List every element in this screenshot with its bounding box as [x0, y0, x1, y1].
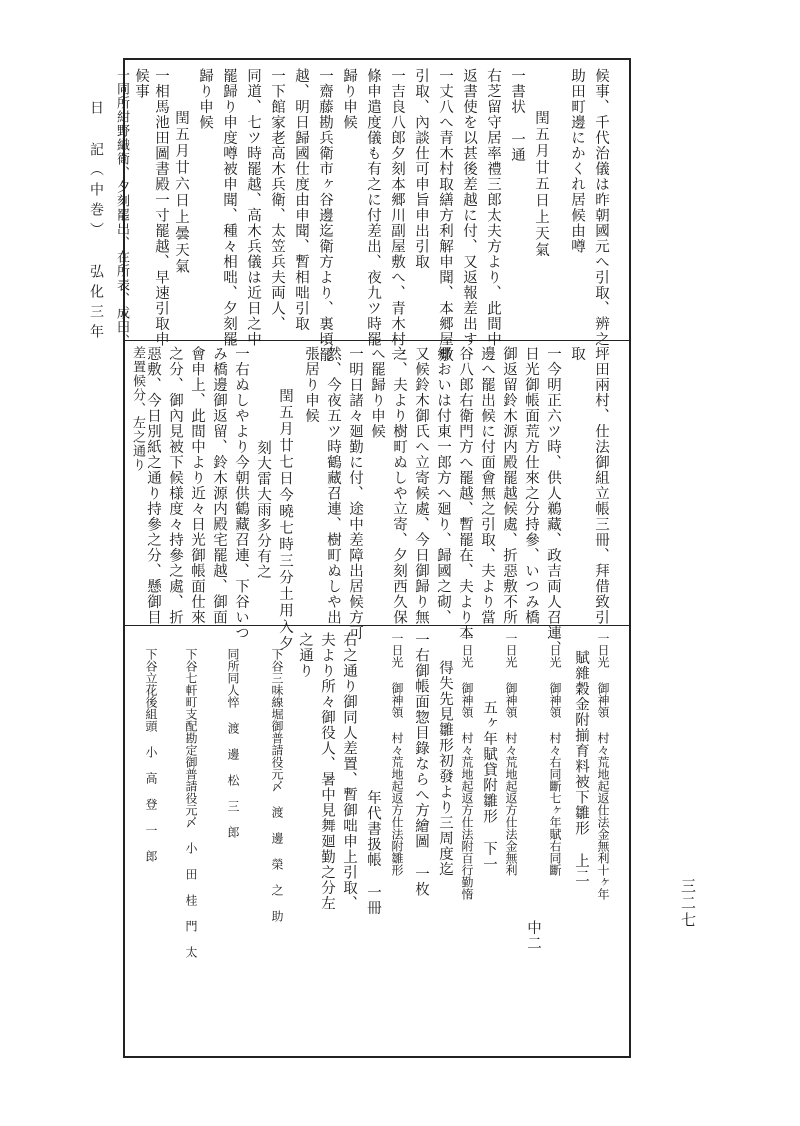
text-column: 日光御帳面荒方仕來之分持參、いつみ橋 — [523, 346, 539, 625]
text-column: 返書使を以甚後差越に付、又返報差出す — [461, 68, 477, 347]
text-column: 郷おいは付東一郎方へ廻り、歸國之砌、 — [435, 346, 451, 625]
text-column: 右芝留守居率禮三郎太夫方より、此間中 — [485, 68, 501, 347]
text-column: 惡敷、今日別紙之通り持參之分、懸御目 — [145, 346, 161, 625]
text-column: 會申上、此間中より近々日光御帳面仕來 — [189, 346, 205, 625]
text-column: 之分、御內見被下候様度々持參之處、折 — [167, 346, 183, 625]
text-column: 年代書扱帳 一冊 — [365, 790, 381, 916]
text-column: 引取、內談仕可申旨申出引取 — [413, 68, 429, 270]
text-column: 一相馬池田圖書殿一寸罷越、早速引取申 — [153, 68, 169, 347]
text-column: 一齋藤勘兵衛市ヶ谷邊迄衛方より、裏頃罷 — [317, 68, 333, 363]
text-column: 同道、七ツ時罷越、高木兵儀は近日之中 — [245, 68, 261, 347]
running-head: 日 記（中巻） 弘化三年 — [88, 100, 104, 344]
text-column: 差置候分、左之通り — [130, 346, 145, 472]
text-column: 之、夫より樹町ぬしや立寄、夕刻西久保 — [391, 346, 407, 625]
date-heading: 閏五月廿六日上曇天氣 — [173, 110, 189, 275]
text-column: 一明日諸々廻勤に付、途中差障出居候方可 — [347, 346, 363, 641]
text-column: 一日光 御神領 村々荒地起返方仕法金無利 — [504, 632, 518, 876]
text-column: 下谷七軒町支配勘定御普請役元〆 小 田 桂 門 太 — [184, 648, 198, 958]
text-column: 邊へ罷出候に付面會無之引取、夫より當 — [479, 346, 495, 625]
text-column: 一日光 御神領 村々右同斷七ヶ年賦右同斷 — [548, 632, 562, 876]
text-column: 候事、千代治儀は昨朝國元へ引取、辨之 — [593, 68, 609, 347]
text-column: 罷歸り申度噂被申聞、種々相咄、夕刻罷 — [221, 68, 237, 347]
text-column: 一書状 一通 — [509, 68, 525, 163]
text-column: 一日光 御神領 村々荒地起返方仕法附雛形 — [390, 632, 404, 876]
text-column: 一右御帳面惣目錄ならへ方繪圖 一枚 — [413, 632, 429, 897]
text-column: 一今明正六ツ時、供人鵜藏、政吉両人召連、 — [545, 346, 561, 656]
text-column: 右之通り御同人差置、暫御咄申上引取、 — [341, 632, 357, 911]
text-column: 一下館家老高木兵衛、太笠兵夫両人、 — [269, 68, 285, 332]
text-column: 下谷立花後組頭 小 高 登 一 郎 — [144, 648, 158, 862]
date-heading: 閏五月廿七日今曉七時三分土用入夕 — [277, 388, 293, 652]
text-column: 取 — [569, 346, 585, 362]
text-column: 條申遣度儀も有之に付差出、夜九ツ時罷 — [365, 68, 381, 347]
text-column: 一日光 御神領 村々荒地起返方仕法附百行勤惰 — [460, 632, 474, 900]
text-column: 然、今夜五ツ時鶴藏召連、樹町ぬしや出 — [325, 346, 341, 625]
text-column: 歸り申候 — [197, 68, 213, 130]
text-column: 一吉良八郎夕刻本郷川副屋敷へ、青木村一 — [389, 68, 405, 363]
text-column: 一丈八へ青木村取繕方利解申聞、本郷屋敷 — [437, 68, 453, 363]
text-column: 谷八郎右衛門方へ罷越、暫罷在、夫より本 — [457, 346, 473, 641]
text-column: 夫より所々御役人、暑中見舞廻勤之分左 — [319, 632, 335, 911]
text-column: 得失先見雛形初發より三周度迄 — [437, 660, 453, 877]
text-column: 一日光 御神領 村々荒地起返仕法金無利十ヶ年 — [596, 632, 610, 900]
text-column: 下谷三味線堀御普請役元〆 渡 邊 榮 之 助 — [270, 648, 284, 922]
text-column: 賦雜穀金附揃育料被下雛形 上二 — [573, 650, 589, 884]
text-column: 一右ぬしやより今朝供鶴藏召連、下谷いつ — [233, 346, 249, 641]
text-column: 越、明日歸國仕度由申聞、暫相咄引取 — [293, 68, 309, 332]
text-column: 一同所紺野織衛、夕刻罷出、在所表、成田、 — [114, 68, 129, 348]
text-column: 歸り申候 — [341, 68, 357, 130]
text-column: み橋邊御返留、鈴木源内殿宅罷越、御面 — [211, 346, 227, 625]
text-column: 助田町邊にかくれ居候由噂 — [569, 68, 585, 254]
text-column: 又候鈴木御氏へ立寄候處、今日御歸り無 — [413, 346, 429, 625]
text-column: 候事 — [133, 68, 149, 99]
page-number: 三二七 — [679, 878, 697, 929]
text-column: 五ヶ年賦貸附雛形 下一 — [481, 700, 497, 872]
text-column: 御返留鈴木源内殿罷越候處、折惡敷不所 — [501, 346, 517, 625]
text-column: 之通り — [297, 632, 313, 679]
text-column: 刻大雷大雨多分有之 — [255, 440, 271, 580]
text-column: 張居り申候 — [303, 346, 319, 424]
text-column: へ罷歸り申候 — [369, 346, 385, 439]
text-column: 坪田兩村、仕法御組立帳三冊、拜借致引 — [593, 346, 609, 625]
date-heading: 閏五月廿五日上天氣 — [533, 110, 549, 259]
text-column: 同所同人悴 渡 邊 松 三 郎 — [226, 648, 240, 838]
text-column: 中二 — [525, 920, 541, 951]
